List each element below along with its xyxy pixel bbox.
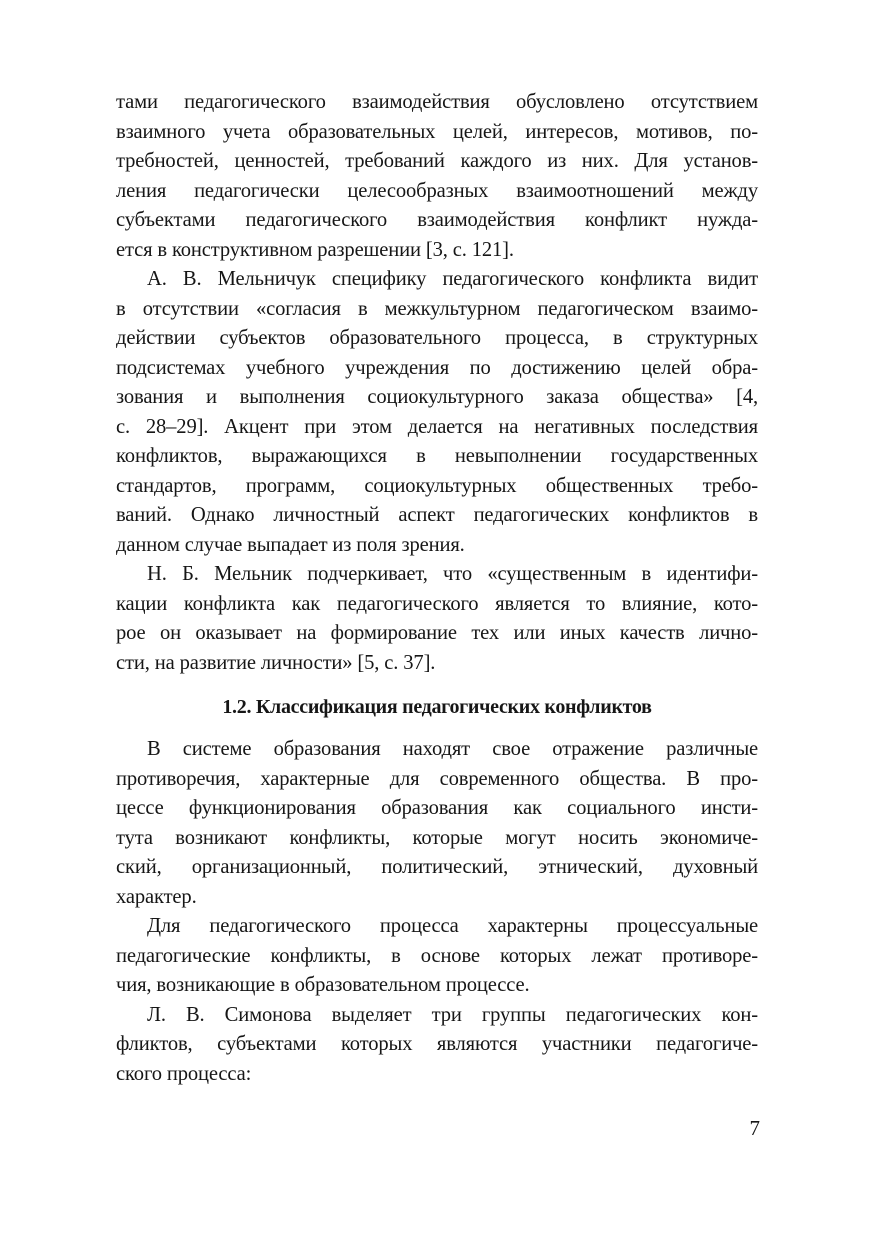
- text-line: данном случае выпадает из поля зрения.: [116, 533, 465, 556]
- text-line: подсистемах учебного учреждения по достижению целей обра-: [116, 356, 758, 379]
- lower-text-block: [116, 735, 758, 1089]
- text-line: чия, возникающие в образовательном процессе.: [116, 974, 530, 996]
- text-line: А. В. Мельничук специфику педагогического конфликта видит: [147, 268, 758, 290]
- text-line: в отсутствии «согласия в межкультурном педагогическом взаимо-: [116, 297, 758, 320]
- section-heading: 1.2. Классификация педагогических конфликтов: [222, 696, 652, 718]
- text-line: ления педагогически целесообразных взаимоотношений между: [116, 179, 758, 202]
- text-line: Н. Б. Мельник подчеркивает, что «существенным в идентифи-: [147, 563, 758, 585]
- text-line: противоречия, характерные для современного общества. В про-: [116, 767, 758, 790]
- text-line: тута возникают конфликты, которые могут носить экономиче-: [116, 826, 758, 849]
- page-number: 7: [749, 1116, 760, 1140]
- text-line: ского процесса:: [116, 1062, 252, 1085]
- text-line: педагогические конфликты, в основе которых лежат противоре-: [116, 944, 758, 967]
- text-line: ваний. Однако личностный аспект педагогических конфликтов в: [116, 504, 758, 526]
- text-line: ский, организационный, политический, этнический, духовный: [116, 856, 758, 878]
- text-line: фликтов, субъектами которых являются участники педагогиче-: [116, 1033, 758, 1055]
- text-line: цессе функционирования образования как социального инсти-: [116, 797, 758, 819]
- text-line: рое он оказывает на формирование тех или иных качеств лично-: [116, 622, 758, 644]
- upper-text-block: [116, 88, 758, 678]
- text-line: стандартов, программ, социокультурных общественных требо-: [116, 474, 758, 497]
- text-line: Для педагогического процесса характерны процессуальные: [147, 915, 758, 937]
- text-line: сти, на развитие личности» [5, с. 37].: [116, 651, 436, 674]
- text-line: зования и выполнения социокультурного заказа общества» [4,: [116, 386, 758, 408]
- text-line: субъектами педагогического взаимодействия конфликт нужда-: [116, 209, 758, 231]
- text-line: требностей, ценностей, требований каждого из них. Для установ-: [116, 150, 758, 172]
- text-line: действии субъектов образовательного процесса, в структурных: [116, 327, 758, 349]
- text-line: ется в конструктивном разрешении [3, с. 121].: [116, 238, 514, 261]
- text-line: Л. В. Симонова выделяет три группы педагогических кон-: [147, 1003, 758, 1026]
- text-line: характер.: [116, 885, 197, 908]
- text-line: В системе образования находят свое отражение различные: [147, 738, 758, 760]
- text-line: конфликтов, выражающихся в невыполнении государственных: [116, 445, 758, 467]
- text-line: взаимного учета образовательных целей, интересов, мотивов, по-: [116, 120, 758, 143]
- text-line: кации конфликта как педагогического является то влияние, кото-: [116, 592, 758, 615]
- text-line: с. 28–29]. Акцент при этом делается на негативных последствия: [116, 415, 758, 438]
- text-line: тами педагогического взаимодействия обусловлено отсутствием: [116, 91, 758, 113]
